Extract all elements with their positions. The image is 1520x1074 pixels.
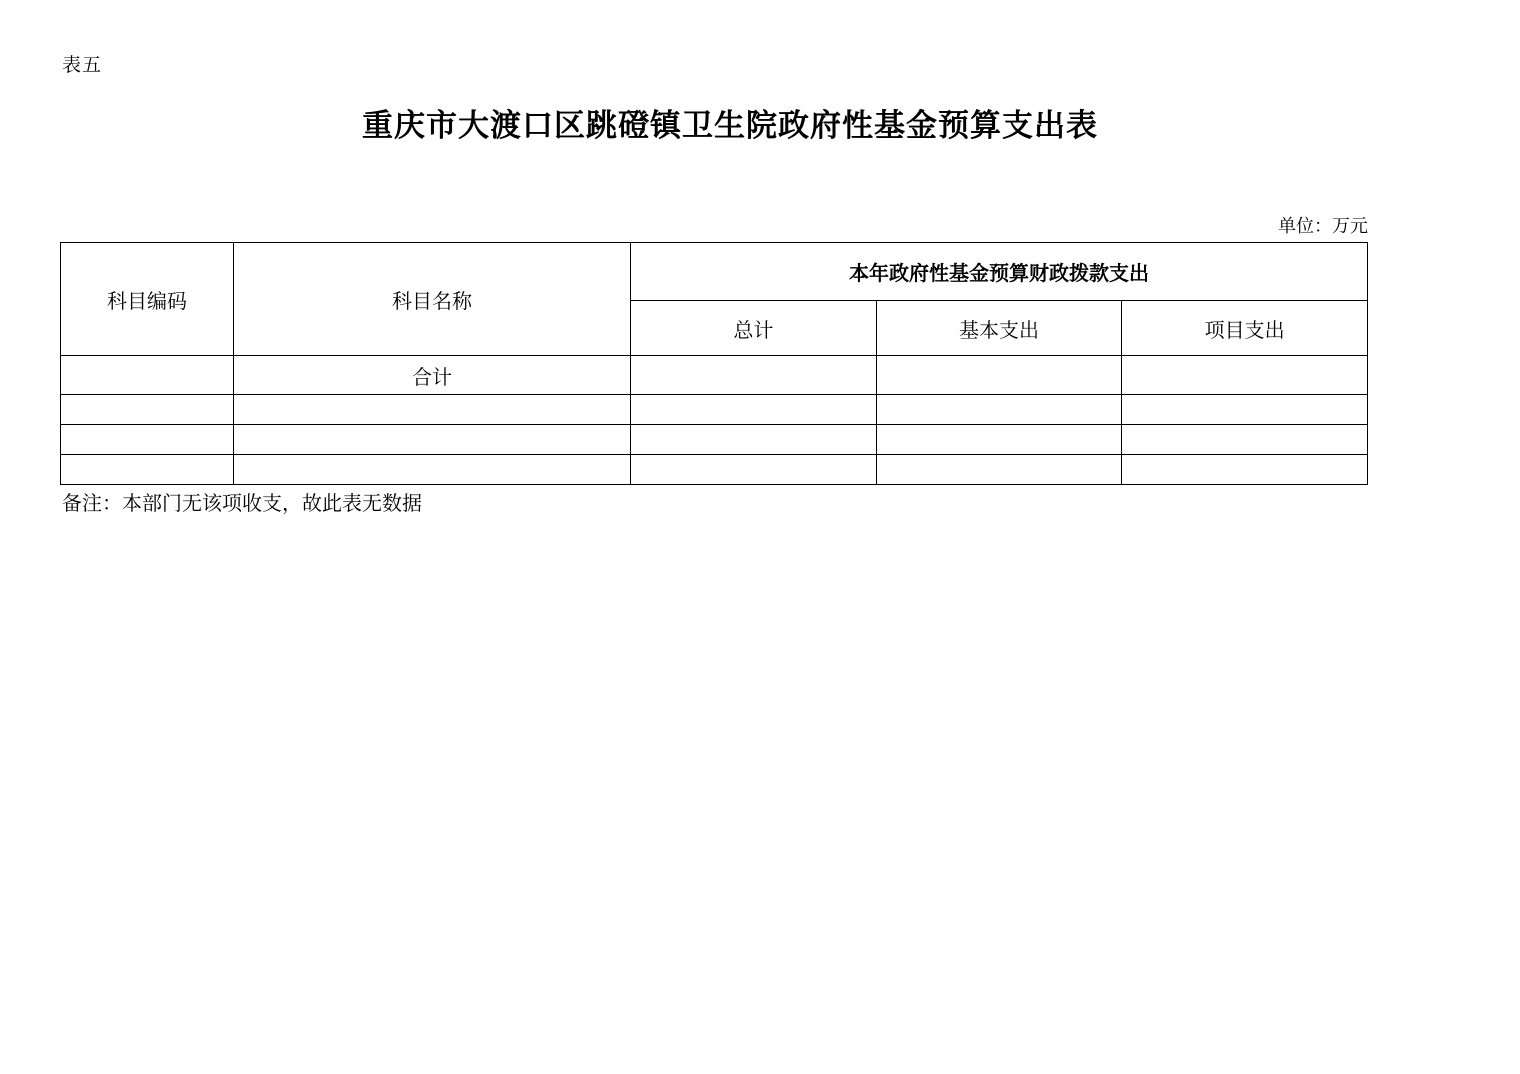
header-subject-name: 科目名称 <box>234 243 631 356</box>
unit-note: 单位：万元 <box>1278 216 1368 236</box>
table-remark: 备注：本部门无该项收支，故此表无数据 <box>62 493 422 515</box>
cell-project-expenditure <box>1122 356 1368 395</box>
cell-total <box>631 425 877 455</box>
cell-subject-name: 合计 <box>234 356 631 395</box>
cell-project-expenditure <box>1122 425 1368 455</box>
cell-basic-expenditure <box>876 425 1122 455</box>
header-basic-expenditure: 基本支出 <box>876 301 1122 356</box>
sheet-label: 表五 <box>62 55 103 76</box>
cell-subject-code <box>61 356 234 395</box>
header-project-expenditure: 项目支出 <box>1122 301 1368 356</box>
cell-subject-name <box>234 455 631 485</box>
cell-total <box>631 455 877 485</box>
cell-project-expenditure <box>1122 455 1368 485</box>
cell-subject-code <box>61 395 234 425</box>
cell-subject-code <box>61 455 234 485</box>
table-row <box>61 395 1368 425</box>
header-total: 总计 <box>631 301 877 356</box>
budget-table <box>60 242 1368 485</box>
cell-basic-expenditure <box>876 356 1122 395</box>
table-row <box>61 425 1368 455</box>
cell-total <box>631 356 877 395</box>
cell-basic-expenditure <box>876 455 1122 485</box>
cell-subject-name <box>234 425 631 455</box>
header-subject-code: 科目编码 <box>61 243 234 356</box>
table-row <box>61 356 1368 395</box>
cell-subject-code <box>61 425 234 455</box>
page-title: 重庆市大渡口区跳磴镇卫生院政府性基金预算支出表 <box>362 108 1098 143</box>
cell-basic-expenditure <box>876 395 1122 425</box>
table-row <box>61 455 1368 485</box>
cell-total <box>631 395 877 425</box>
table-header-row-1 <box>61 243 1368 301</box>
header-group-government-fund: 本年政府性基金预算财政拨款支出 <box>631 243 1368 301</box>
cell-subject-name <box>234 395 631 425</box>
cell-project-expenditure <box>1122 395 1368 425</box>
